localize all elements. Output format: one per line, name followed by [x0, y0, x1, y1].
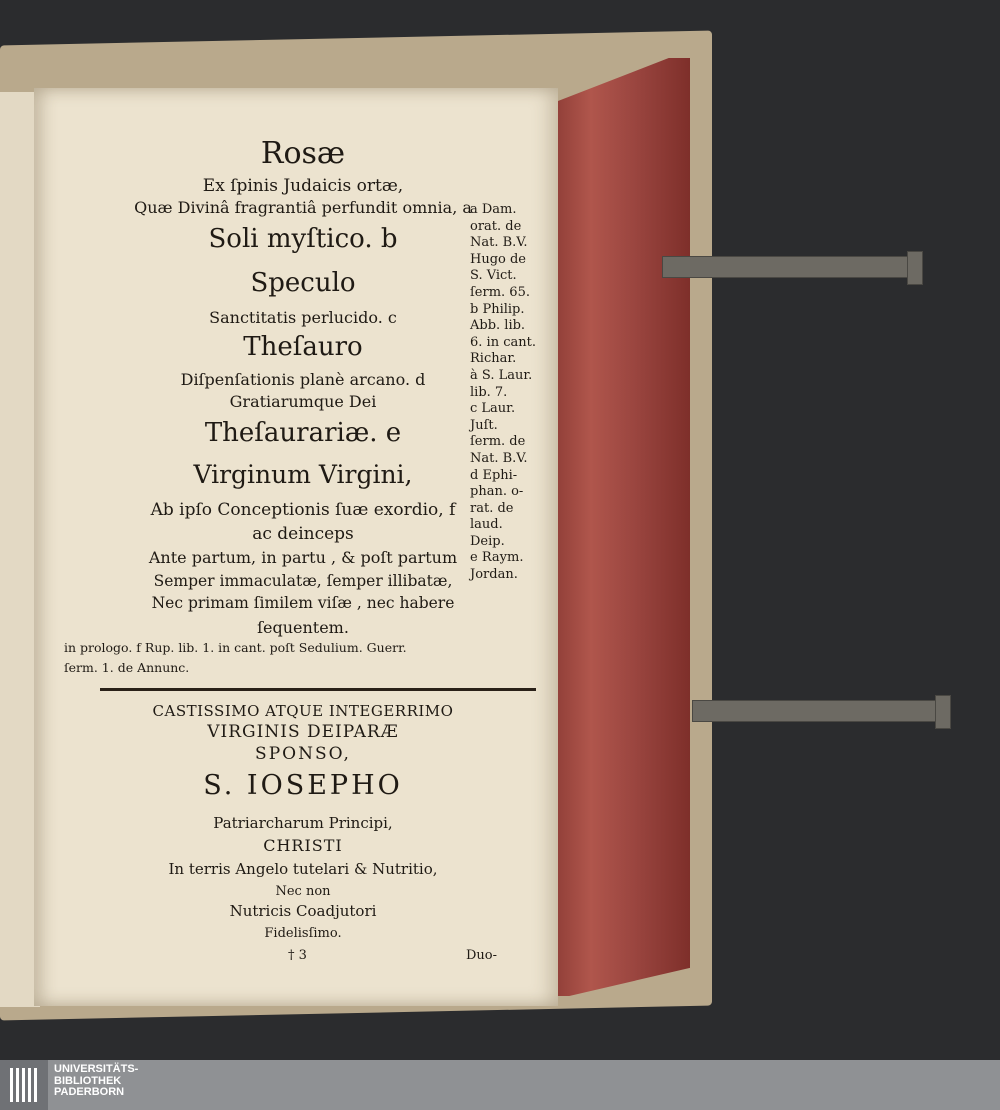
footnote-line-2: ſerm. 1. de Annunc. [64, 660, 190, 675]
main-line-1: Rosæ [260, 136, 346, 171]
main-line-16: Nec primam ſimilem viſæ , nec habere [151, 594, 455, 612]
main-line-10: Theſaurariæ. e [204, 418, 402, 448]
signature-mark: † 3 [288, 948, 307, 963]
side-note-17: d Ephi- [470, 467, 518, 483]
side-note-19: rat. de [470, 500, 514, 516]
main-line-15: Semper immaculatæ, ſemper illibatæ, [153, 572, 453, 590]
dedication-line-10: Fidelisſimo. [264, 926, 342, 941]
main-line-5: Speculo [250, 268, 356, 298]
printed-page [34, 88, 558, 1006]
side-note-10: Richar. [470, 351, 517, 367]
side-note-15: ſerm. de [470, 434, 526, 450]
main-line-4: Soli myſtico. b [208, 224, 398, 254]
side-note-1: a Dam. [470, 202, 517, 217]
main-line-7: Theſauro [243, 332, 363, 362]
dedication-line-5: Patriarcharum Principi, [213, 814, 393, 832]
main-line-17: ſequentem. [257, 618, 349, 637]
library-name-line-2: BIBLIOTHEK [54, 1074, 122, 1087]
red-page-edges [548, 58, 690, 996]
dedication-line-9: Nutricis Coadjutori [229, 902, 377, 920]
side-note-11: à S. Laur. [470, 367, 533, 383]
dedication-line-3: SPONSO, [255, 744, 351, 764]
lower-clasp [692, 700, 944, 722]
side-note-18: phan. o- [470, 484, 524, 500]
main-line-13: ac deinceps [252, 524, 354, 544]
side-note-13: c Laur. [470, 401, 516, 417]
main-line-11: Virginum Virgini, [193, 460, 413, 489]
main-line-9: Gratiarumque Dei [229, 392, 377, 411]
library-logo-icon [0, 1060, 48, 1110]
side-note-8: Abb. lib. [470, 318, 526, 334]
side-note-2: orat. de [470, 218, 522, 234]
library-name-line-1: UNIVERSITÄTS- [54, 1063, 139, 1075]
marginal-notes [470, 202, 536, 584]
side-note-14: Juſt. [470, 417, 498, 433]
upper-clasp [662, 256, 916, 278]
dedication-line-4: S. IOSEPHO [203, 770, 403, 801]
dedication-line-8: Nec non [275, 884, 331, 899]
library-name [54, 1064, 138, 1099]
main-line-8: Diſpenſationis planè arcano. d [180, 370, 426, 389]
footnote-line-1: in prologo. f Rup. lib. 1. in cant. poſt Sedulium. Guerr. [64, 640, 407, 655]
side-note-16: Nat. B.V. [470, 450, 528, 466]
dedication-line-6: CHRISTI [263, 836, 343, 855]
dedication-line-7: In terris Angelo tutelari & Nutritio, [168, 860, 438, 878]
main-line-2: Ex ſpinis Judaicis ortæ, [202, 176, 404, 196]
dedication-line-2: VIRGINIS DEIPARÆ [207, 722, 399, 742]
side-note-20: laud. [470, 517, 503, 533]
side-note-3: Nat. B.V. [470, 235, 528, 251]
main-line-3: Quæ Divinâ fragrantiâ perfundit omnia, a [134, 198, 472, 217]
side-note-7: b Philip. [470, 301, 525, 317]
side-note-21: Deip. [470, 533, 505, 549]
side-note-9: 6. in cant. [470, 334, 536, 350]
library-footer-bar [0, 1060, 1000, 1110]
side-note-22: e Raym. [470, 550, 524, 566]
side-note-5: S. Vict. [470, 268, 517, 284]
dedication-line-1: CASTISSIMO ATQUE INTEGERRIMO [152, 702, 454, 720]
side-note-23: Jordan. [470, 567, 518, 583]
side-note-4: Hugo de [470, 251, 527, 267]
main-line-6: Sanctitatis perlucido. c [209, 308, 397, 327]
ornamental-rule [100, 688, 536, 691]
side-note-6: ſerm. 65. [470, 284, 530, 300]
main-line-12: Ab ipſo Conceptionis ſuæ exordio, f [150, 500, 456, 520]
main-line-14: Ante partum, in partu , & poſt partum [148, 548, 458, 567]
library-name-line-3: PADERBORN [54, 1086, 125, 1098]
catchword: Duo- [466, 948, 498, 963]
side-note-12: lib. 7. [470, 384, 508, 400]
